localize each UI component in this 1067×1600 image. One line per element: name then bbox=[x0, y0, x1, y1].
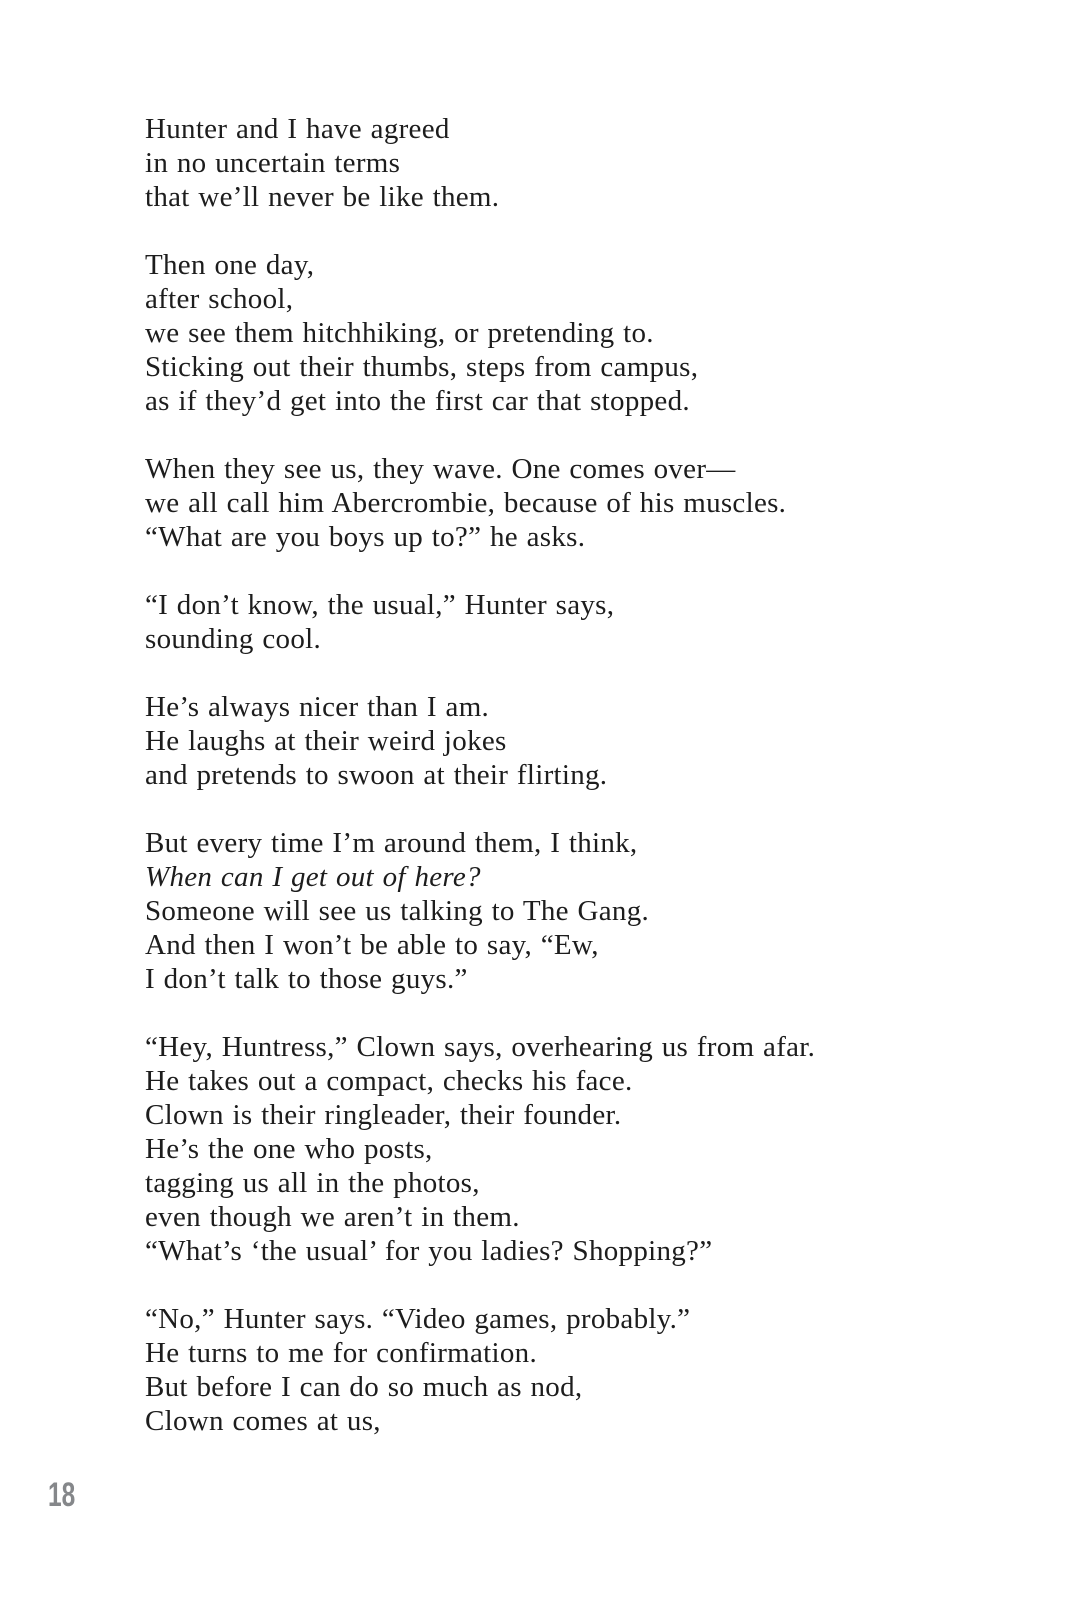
poem-line: Hunter and I have agreed bbox=[145, 113, 450, 145]
stanza bbox=[145, 588, 945, 656]
poem-line: Clown is their ringleader, their founder. bbox=[145, 1099, 622, 1131]
poem-line: But before I can do so much as nod, bbox=[145, 1371, 583, 1403]
poem-line: sounding cool. bbox=[145, 623, 321, 655]
poem-line: tagging us all in the photos, bbox=[145, 1167, 480, 1199]
poem-line: Clown comes at us, bbox=[145, 1405, 381, 1437]
poem-line: Sticking out their thumbs, steps from campus, bbox=[145, 351, 699, 383]
poem-line: He laughs at their weird jokes bbox=[145, 725, 507, 757]
poem-line: And then I won’t be able to say, “Ew, bbox=[145, 929, 599, 961]
poem-line: we all call him Abercrombie, because of his muscles. bbox=[145, 487, 787, 519]
stanza bbox=[145, 112, 945, 214]
stanza bbox=[145, 826, 945, 996]
poem-line: But every time I’m around them, I think, bbox=[145, 827, 638, 859]
poem-line: “Hey, Huntress,” Clown says, overhearing us from afar. bbox=[145, 1031, 816, 1063]
poem-line: I don’t talk to those guys.” bbox=[145, 963, 468, 995]
poem-line: as if they’d get into the first car that stopped. bbox=[145, 385, 690, 417]
poem-line: after school, bbox=[145, 283, 294, 315]
poem-line: even though we aren’t in them. bbox=[145, 1201, 520, 1233]
poem-line: When they see us, they wave. One comes over— bbox=[145, 453, 736, 485]
poem-line: Then one day, bbox=[145, 249, 315, 281]
poem-line: and pretends to swoon at their flirting. bbox=[145, 759, 608, 791]
page-number: 18 bbox=[48, 1476, 76, 1514]
poem-line: that we’ll never be like them. bbox=[145, 181, 500, 213]
poem-line: He turns to me for confirmation. bbox=[145, 1337, 537, 1369]
poem-line: “What are you boys up to?” he asks. bbox=[145, 521, 586, 553]
poem-line: When can I get out of here? bbox=[145, 861, 481, 893]
poem-line: He’s always nicer than I am. bbox=[145, 691, 490, 723]
poem-line: Someone will see us talking to The Gang. bbox=[145, 895, 650, 927]
poem-line: we see them hitchhiking, or pretending to. bbox=[145, 317, 654, 349]
stanza bbox=[145, 1302, 945, 1438]
poem-line: “No,” Hunter says. “Video games, probably.” bbox=[145, 1303, 691, 1335]
stanza bbox=[145, 690, 945, 792]
poem bbox=[145, 112, 945, 1438]
poem-line: He takes out a compact, checks his face. bbox=[145, 1065, 633, 1097]
stanza bbox=[145, 248, 945, 418]
poem-line: He’s the one who posts, bbox=[145, 1133, 433, 1165]
stanza bbox=[145, 1030, 945, 1268]
stanza bbox=[145, 452, 945, 554]
poem-line: “What’s ‘the usual’ for you ladies? Shopping?” bbox=[145, 1235, 713, 1267]
poem-line: in no uncertain terms bbox=[145, 147, 401, 179]
poem-line: “I don’t know, the usual,” Hunter says, bbox=[145, 589, 615, 621]
